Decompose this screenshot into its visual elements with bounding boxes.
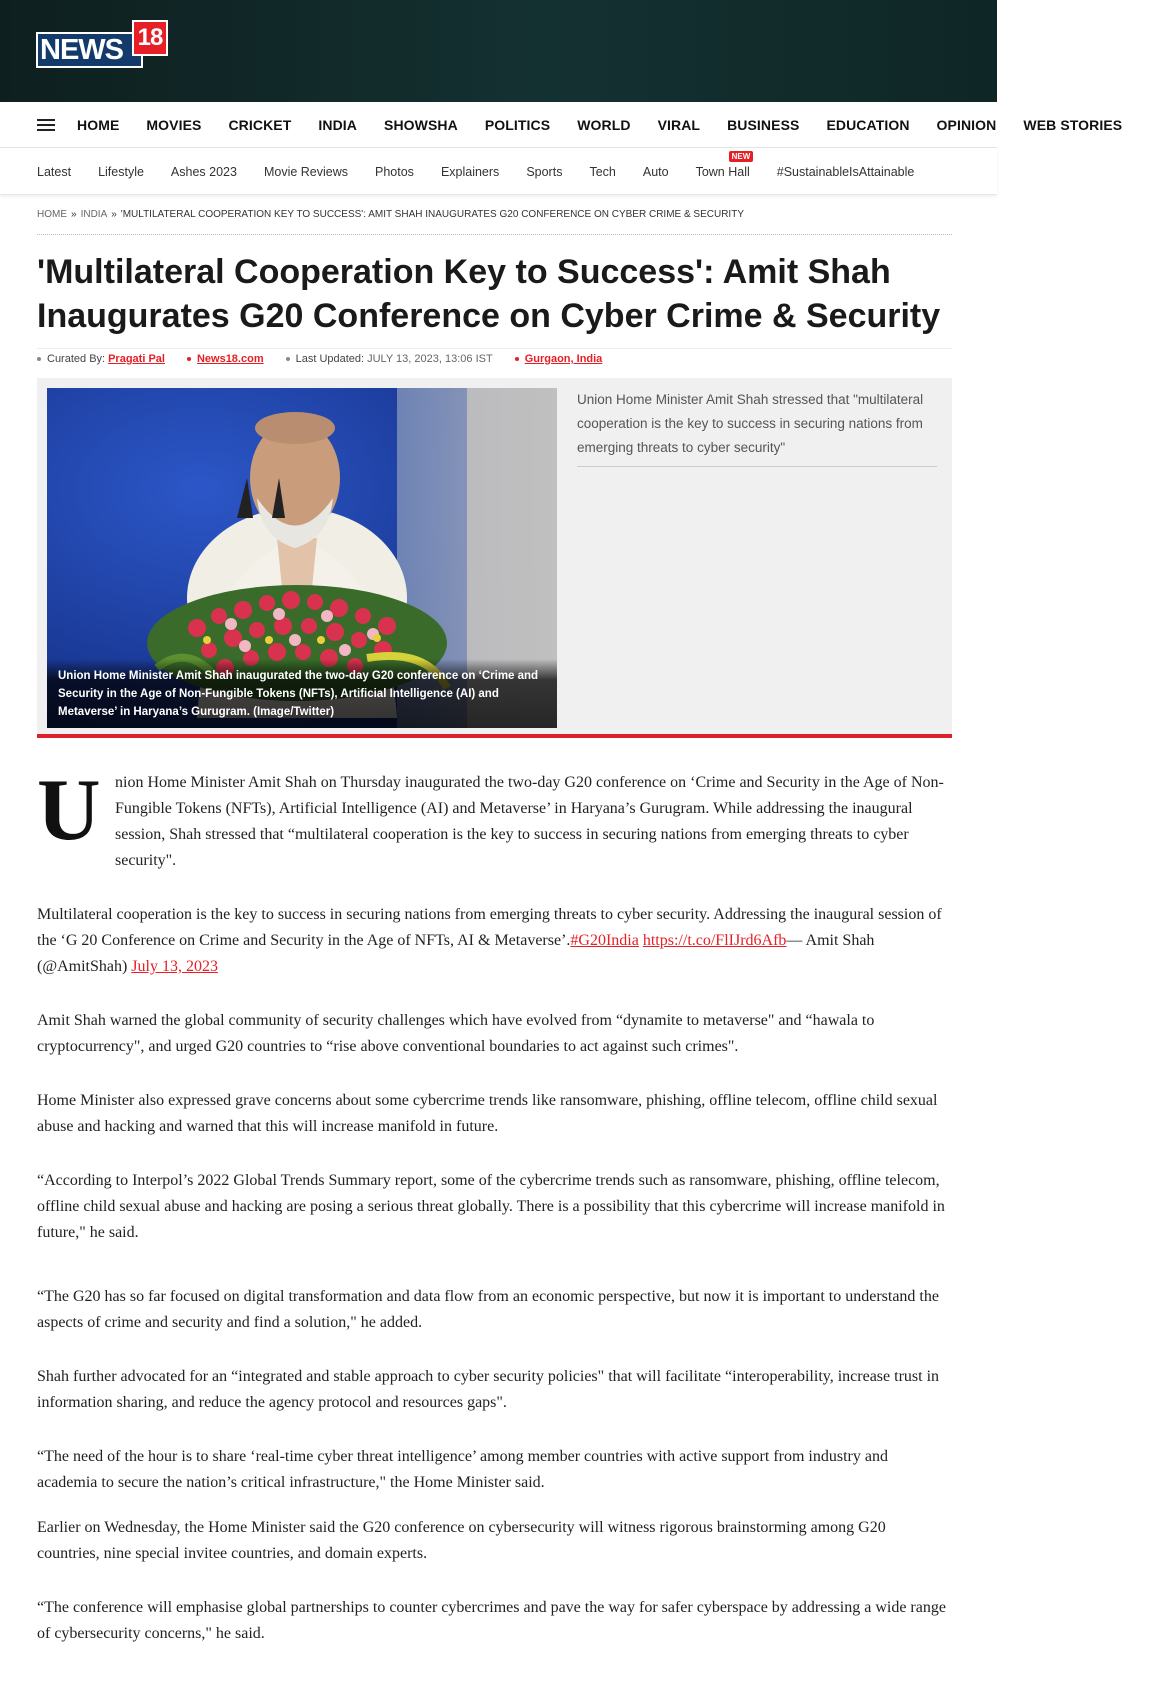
paragraph-8: “The need of the hour is to share ‘real-time cyber threat intelligence’ among member countries with active support from industry and academia to secure the nation’s critical infrastructure," the Home Minister said. (37, 1448, 888, 1491)
site-header (0, 0, 997, 102)
paragraph-7: Shah further advocated for an “integrated and stable approach to cyber security policies" that will facilitate “interoperability, increase trust in information sharing, and reduce the agency protocol and resources gaps". (37, 1368, 940, 1411)
tweet-date-link[interactable]: July 13, 2023 (131, 958, 218, 975)
byline-location (515, 353, 603, 365)
paragraph-5: “According to Interpol’s 2022 Global Trends Summary report, some of the cybercrime trends such as ransomware, phishing, offline telecom, offline child sexual abuse and hacking are posing a serious threat globally. There is a possibility that this cybercrime will increase manifold in future," he said. (37, 1172, 945, 1241)
byline-updated (286, 353, 493, 365)
tweet-text: Multilateral cooperation is the key to success in securing nations from emerging threats to cyber security. Addressing the inaugural session of the ‘G 20 Conference on Crime and Security in the Age of NFTs, AI & Metaverse’. (37, 906, 942, 949)
updated-label: Last Updated: (295, 353, 365, 365)
subnav-latest[interactable]: Latest (37, 164, 72, 179)
bullet-icon (515, 357, 519, 361)
nav-education[interactable]: EDUCATION (826, 117, 910, 133)
nav-web-stories[interactable]: WEB STORIES (1023, 117, 1123, 133)
logo-text: NEWS (40, 34, 123, 66)
subnav-movie-reviews[interactable]: Movie Reviews (263, 164, 349, 179)
paragraph-10: “The conference will emphasise global partnerships to counter cybercrimes and pave the way for safer cyberspace by addressing a wide range of cybersecurity concerns," he said. (37, 1599, 946, 1642)
subnav-town-hall-label: Town Hall (695, 164, 750, 179)
bullet-icon (286, 357, 290, 361)
hero-section (37, 378, 952, 738)
byline-curator (37, 353, 165, 365)
logo-number: 18 (132, 20, 168, 56)
breadcrumb-home[interactable]: HOME (37, 209, 67, 220)
nav-movies[interactable]: MOVIES (146, 117, 202, 133)
updated-timestamp: JULY 13, 2023, 13:06 IST (367, 353, 493, 365)
breadcrumb-current: 'MULTILATERAL COOPERATION KEY TO SUCCESS': AMIT SHAH INAUGURATES G20 CONFERENCE ON CYBER CRIME & SECURITY (120, 209, 744, 220)
breadcrumb-separator: » (111, 209, 117, 220)
nav-showsha[interactable]: SHOWSHA (384, 117, 458, 133)
news18-logo[interactable] (36, 20, 168, 68)
nav-cricket[interactable]: CRICKET (228, 117, 292, 133)
tweet-url-link[interactable]: https://t.co/FlIJrd6Afb (642, 932, 787, 949)
breadcrumb-separator: » (71, 209, 77, 220)
hamburger-menu-icon[interactable] (37, 119, 55, 131)
main-nav (0, 102, 1123, 148)
nav-opinion[interactable]: OPINION (936, 117, 997, 133)
tweet-hashtag-link[interactable]: #G20India (570, 932, 639, 949)
breadcrumb (37, 209, 952, 235)
lead-paragraph (37, 762, 952, 874)
image-caption: Union Home Minister Amit Shah inaugurated the two-day G20 conference on ‘Crime and Security in the Age of Non-Fungible Tokens (NFTs), Artificial Intelligence (AI) and Metaverse’ in Haryana’s Gurugram. (Image/Twitter) (47, 659, 557, 728)
sub-nav (0, 148, 997, 195)
page-title: 'Multilateral Cooperation Key to Success': Amit Shah Inaugurates G20 Conference on Cyber Crime & Security (37, 250, 952, 349)
paragraph-1: nion Home Minister Amit Shah on Thursday inaugurated the two-day G20 conference on ‘Crime and Security in the Age of Non-Fungible Tokens (NFTs), Artificial Intelligence (AI) and Metaverse’ in Haryana’s Gurugram. While addressing the inaugural session, Shah stressed that “multilateral cooperation is the key to success in securing nations from emerging threats to cyber security". (115, 774, 944, 869)
paragraph-3: Amit Shah warned the global community of security challenges which have evolved from “dynamite to metaverse" and “hawala to cryptocurrency", and urged G20 countries to “rise above conventional boundaries to act against such crimes". (37, 1012, 875, 1055)
bullet-icon (37, 357, 41, 361)
nav-business[interactable]: BUSINESS (727, 117, 800, 133)
subnav-auto[interactable]: Auto (642, 164, 669, 179)
subnav-tech[interactable]: Tech (589, 164, 616, 179)
nav-politics[interactable]: POLITICS (484, 117, 551, 133)
subnav-explainers[interactable]: Explainers (440, 164, 500, 179)
tweet-author: — Amit Shah (@AmitShah) (37, 932, 875, 975)
paragraph-6: “The G20 has so far focused on digital transformation and data flow from an economic perspective, but now it is important to understand the aspects of crime and security and find a solution," he added. (37, 1288, 939, 1331)
new-badge: NEW (729, 151, 754, 162)
source-link[interactable]: News18.com (196, 353, 264, 365)
nav-home[interactable]: HOME (77, 117, 120, 133)
nav-viral[interactable]: VIRAL (657, 117, 701, 133)
subnav-town-hall[interactable] (695, 151, 751, 179)
author-link[interactable]: Pragati Pal (108, 353, 165, 365)
subnav-photos[interactable]: Photos (375, 164, 414, 179)
nav-india[interactable]: INDIA (318, 117, 358, 133)
byline-source (187, 353, 264, 365)
dropcap-letter: U (37, 762, 101, 859)
subnav-ashes-2023[interactable]: Ashes 2023 (170, 164, 237, 179)
location-link[interactable]: Gurgaon, India (524, 353, 603, 365)
article-body (37, 762, 952, 1647)
embedded-tweet (37, 902, 952, 980)
bullet-icon (187, 357, 191, 361)
byline (37, 353, 952, 365)
article-summary: Union Home Minister Amit Shah stressed that "multilateral cooperation is the key to success in securing nations from emerging threats to cyber security" (577, 388, 937, 467)
curated-label: Curated By: (47, 353, 106, 365)
subnav-lifestyle[interactable]: Lifestyle (98, 164, 144, 179)
paragraph-9: Earlier on Wednesday, the Home Minister said the G20 conference on cybersecurity will witness rigorous brainstorming among G20 countries, nine special invitee countries, and domain experts. (37, 1519, 886, 1562)
nav-world[interactable]: WORLD (577, 117, 631, 133)
breadcrumb-india[interactable]: INDIA (80, 209, 108, 220)
subnav-sports[interactable]: Sports (526, 164, 563, 179)
subnav-sustainable[interactable]: #SustainableIsAttainable (776, 164, 915, 179)
paragraph-4: Home Minister also expressed grave concerns about some cybercrime trends like ransomware, phishing, offline telecom, offline child sexual abuse and hacking and warned that this will increase manifold in future. (37, 1092, 938, 1135)
hero-image[interactable] (47, 388, 557, 728)
